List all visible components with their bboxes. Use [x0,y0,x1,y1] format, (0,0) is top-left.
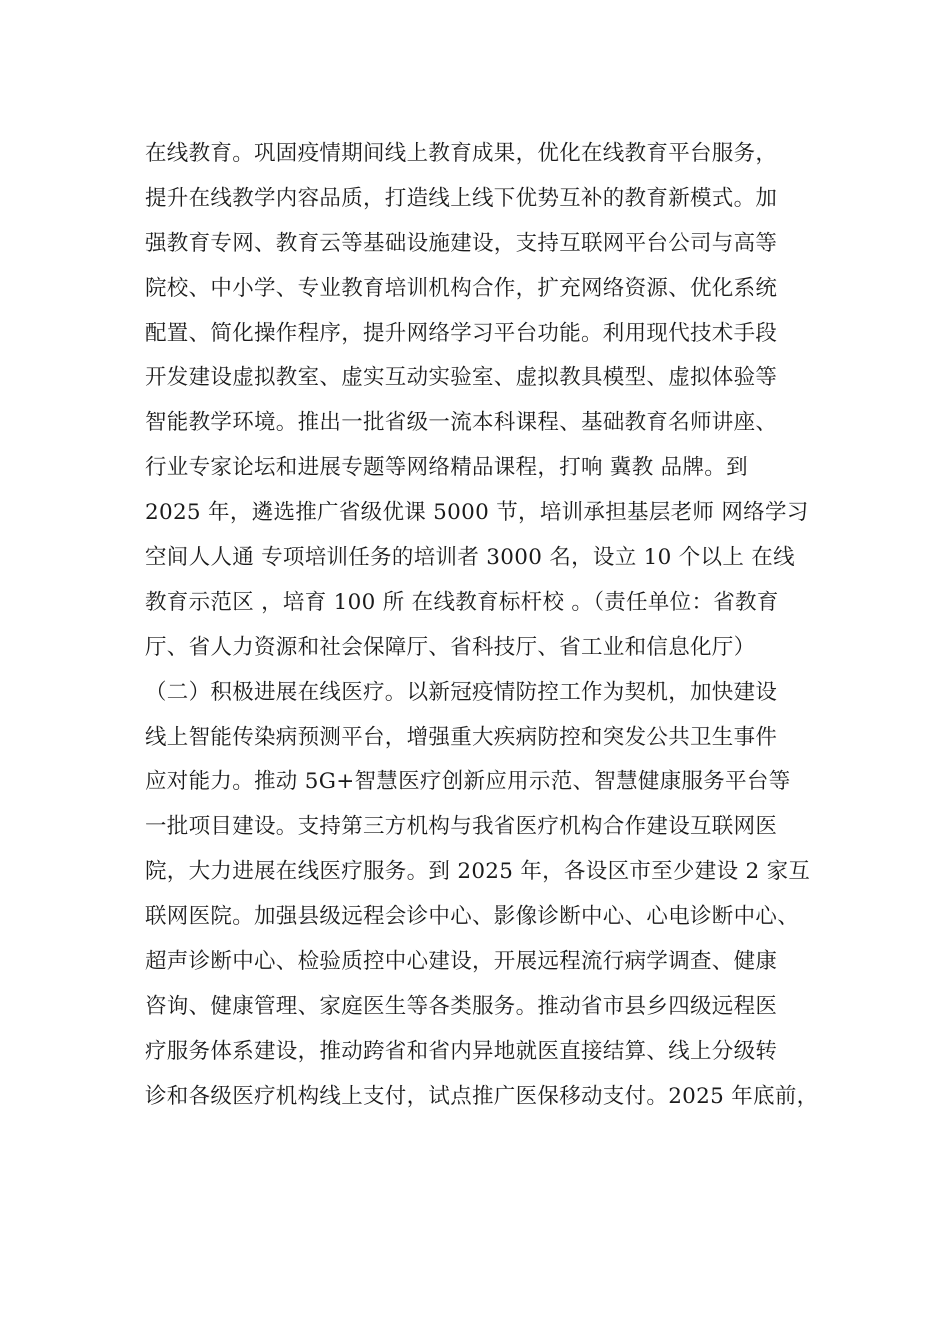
text-line: 院，大力进展在线医疗服务。到 2025 年，各设区市至少建设 2 家互 [145,859,811,885]
text-line: 一批项目建设。支持第三方机构与我省医疗机构合作建设互联网医 [145,814,778,840]
text-line: 智能教学环境。推出一批省级一流本科课程、基础教育名师讲座、 [145,410,778,436]
document-body [145,132,835,1120]
text-line: 线上智能传染病预测平台，增强重大疾病防控和突发公共卫生事件 [145,724,778,750]
text-line: 疗服务体系建设，推动跨省和省内异地就医直接结算、线上分级转 [145,1038,778,1064]
section-heading-line: （二）积极进展在线医疗。以新冠疫情防控工作为契机，加快建设 [145,679,778,705]
text-line: 提升在线教学内容品质，打造线上线下优势互补的教育新模式。加 [145,185,778,211]
text-line: 联网医院。加强县级远程会诊中心、影像诊断中心、心电诊断中心、 [145,904,800,930]
text-line: 咨询、健康管理、家庭医生等各类服务。推动省市县乡四级远程医 [145,993,778,1019]
text-line: 强教育专网、教育云等基础设施建设，支持互联网平台公司与高等 [145,230,778,256]
text-line: 应对能力。推动 5G+智慧医疗创新应用示范、智慧健康服务平台等 [145,769,791,795]
text-line: 院校、中小学、专业教育培训机构合作，扩充网络资源、优化系统 [145,275,778,301]
text-line: 空间人人通 专项培训任务的培训者 3000 名，设立 10 个以上 在线 [145,545,795,571]
text-line: 厅、省人力资源和社会保障厅、省科技厅、省工业和信息化厅） [145,634,756,660]
text-line: 开发建设虚拟教室、虚实互动实验室、虚拟教具模型、虚拟体验等 [145,365,778,391]
text-line: 配置、简化操作程序，提升网络学习平台功能。利用现代技术手段 [145,320,778,346]
text-line: 2025 年，遴选推广省级优课 5000 节，培训承担基层老师 网络学习 [145,500,809,526]
text-line: 超声诊断中心、检验质控中心建设，开展远程流行病学调查、健康 [145,949,778,975]
text-line: 在线教育。巩固疫情期间线上教育成果，优化在线教育平台服务， [145,141,778,166]
text-line: 教育示范区 ，培育 100 所 在线教育标杆校 。（责任单位：省教育 [145,589,779,615]
text-line: 行业专家论坛和进展专题等网络精品课程，打响 冀教 品牌。到 [145,455,748,481]
text-line: 诊和各级医疗机构线上支付，试点推广医保移动支付。2025 年底前， [145,1083,819,1109]
